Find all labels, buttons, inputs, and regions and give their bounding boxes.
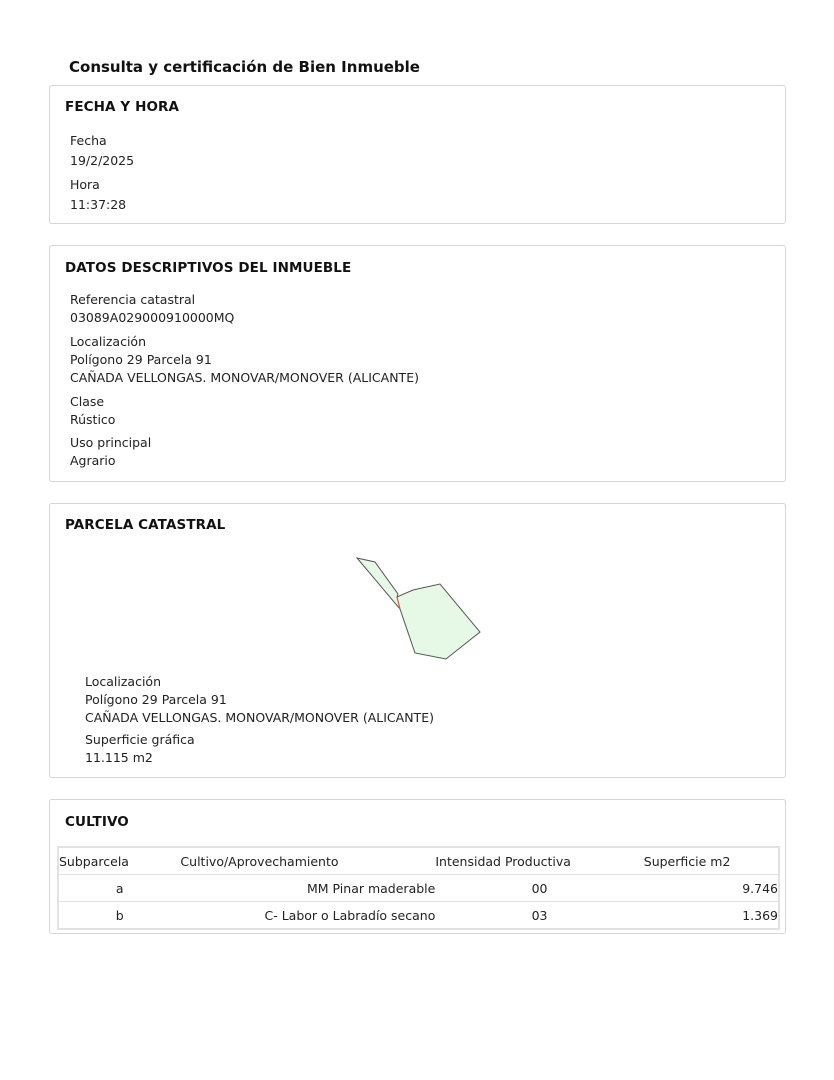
parcela-localizacion-line1: Polígono 29 Parcela 91	[85, 692, 227, 707]
superficie-value: 11.115 m2	[85, 750, 153, 765]
referencia-label: Referencia catastral	[70, 292, 196, 307]
uso-value: Agrario	[70, 453, 116, 468]
table-row	[58, 902, 779, 930]
parcel-map	[350, 554, 490, 669]
localizacion-field	[70, 333, 419, 387]
fecha-hora-section	[49, 85, 786, 224]
section-title: FECHA Y HORA	[65, 99, 180, 115]
hora-field	[70, 176, 126, 214]
cell-intensidad: 03	[435, 902, 643, 930]
page-title: Consulta y certificación de Bien Inmueble	[69, 58, 420, 76]
header-intensidad: Intensidad Productiva	[435, 847, 643, 875]
clase-value: Rústico	[70, 412, 116, 427]
parcel-polygon	[357, 558, 480, 659]
header-superficie: Superficie m2	[644, 847, 779, 875]
table-row	[58, 875, 779, 902]
cultivo-table	[57, 846, 780, 930]
hora-label: Hora	[70, 177, 100, 192]
referencia-value: 03089A029000910000MQ	[70, 310, 235, 325]
localizacion-line1: Polígono 29 Parcela 91	[70, 352, 212, 367]
superficie-field	[85, 731, 195, 767]
header-cultivo: Cultivo/Aprovechamiento	[180, 847, 435, 875]
cell-intensidad: 00	[435, 875, 643, 902]
referencia-field	[70, 291, 234, 327]
cultivo-section	[49, 799, 786, 934]
localizacion-line2: CAÑADA VELLONGAS. MONOVAR/MONOVER (ALICANTE)	[70, 370, 419, 385]
parcela-localizacion-label: Localización	[85, 674, 162, 689]
clase-field	[70, 393, 115, 429]
uso-label: Uso principal	[70, 435, 152, 450]
cell-cultivo: C- Labor o Labradío secano	[180, 902, 435, 930]
parcela-catastral-section	[49, 503, 786, 778]
fecha-value: 19/2/2025	[70, 153, 135, 168]
fecha-field	[70, 132, 134, 170]
parcela-localizacion-line2: CAÑADA VELLONGAS. MONOVAR/MONOVER (ALICANTE)	[85, 710, 434, 725]
cell-superficie: 9.746	[644, 875, 779, 902]
cell-subparcela: b	[58, 902, 180, 930]
cell-cultivo: MM Pinar maderable	[180, 875, 435, 902]
header-subparcela: Subparcela	[58, 847, 180, 875]
uso-field	[70, 434, 151, 470]
section-title: DATOS DESCRIPTIVOS DEL INMUEBLE	[65, 260, 352, 276]
clase-label: Clase	[70, 394, 105, 409]
datos-descriptivos-section	[49, 245, 786, 482]
cell-superficie: 1.369	[644, 902, 779, 930]
section-title: CULTIVO	[65, 814, 129, 830]
hora-value: 11:37:28	[70, 197, 127, 212]
cell-subparcela: a	[58, 875, 180, 902]
superficie-label: Superficie gráfica	[85, 732, 195, 747]
section-title: PARCELA CATASTRAL	[65, 517, 226, 533]
fecha-label: Fecha	[70, 133, 107, 148]
parcela-localizacion-field	[85, 673, 434, 727]
localizacion-label: Localización	[70, 334, 147, 349]
table-header-row	[58, 847, 779, 875]
